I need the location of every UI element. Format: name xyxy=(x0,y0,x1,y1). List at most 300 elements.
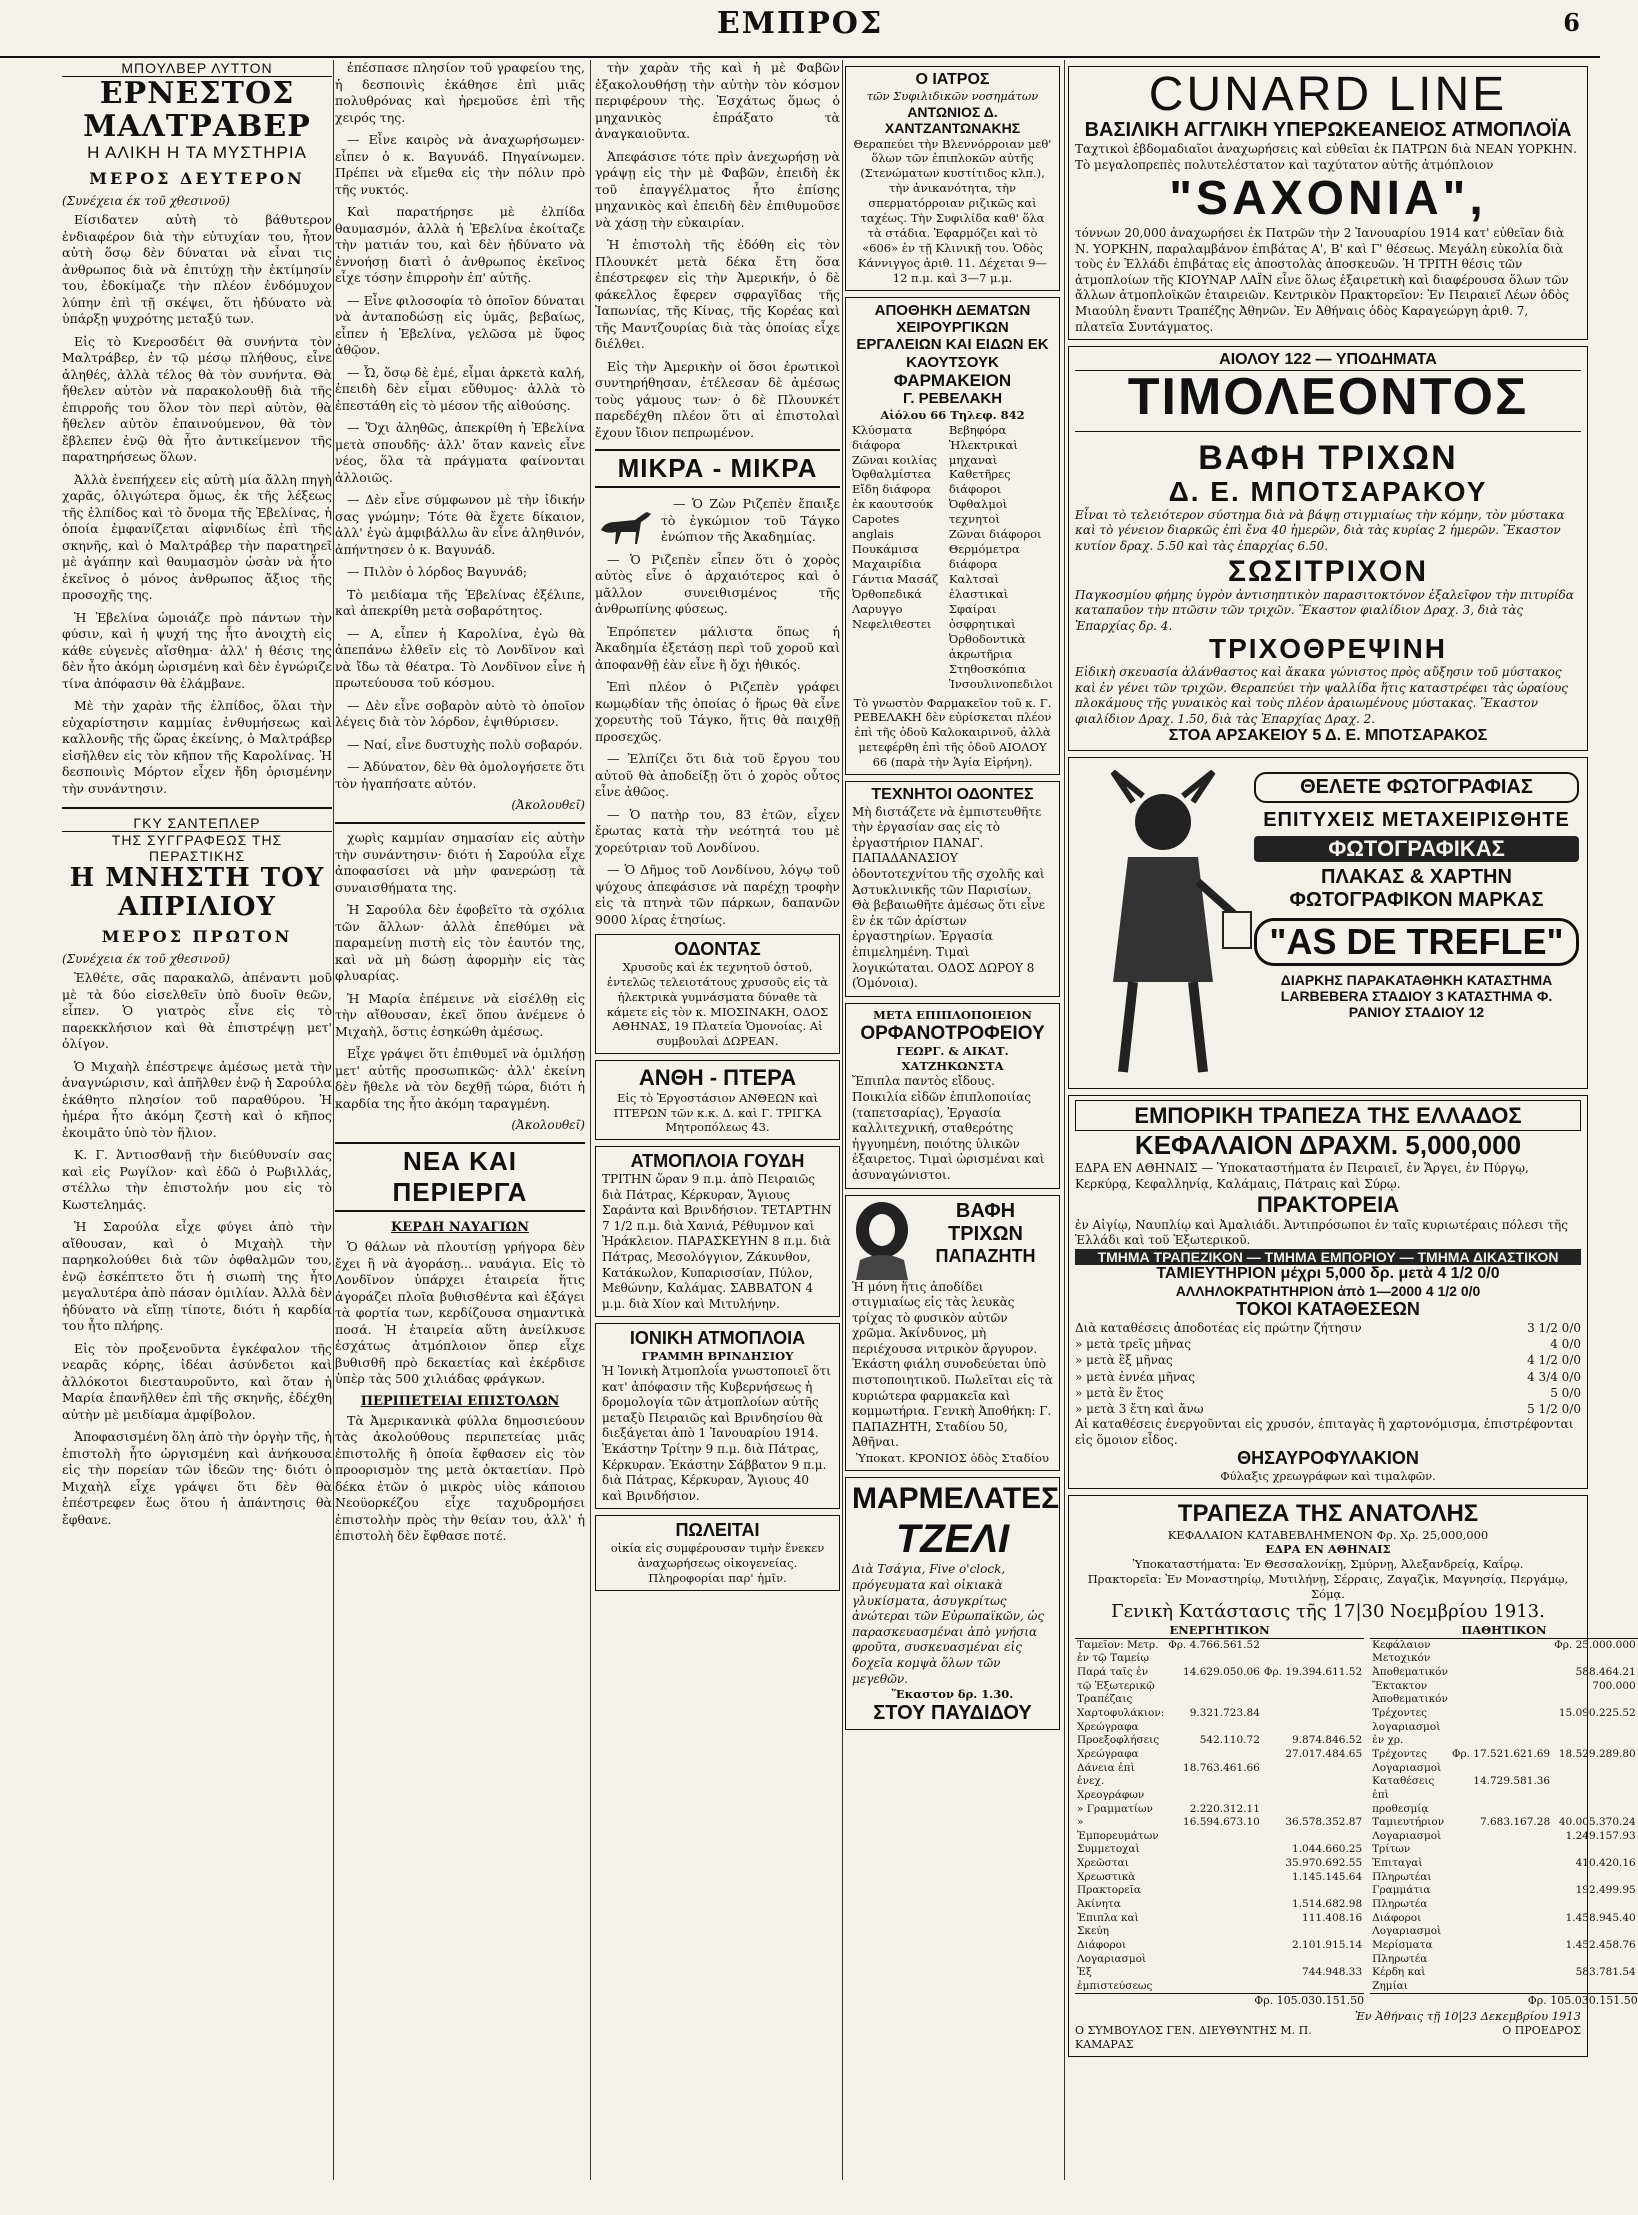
paragraph: — Εἶνε καιρὸς νὰ ἀναχωρήσωμεν· εἶπεν ὁ κ. Βαγυνάδ. Πηγαίνωμεν. Πρέπει νὰ εἴμεθα εἰς τὴν πόλιν πρὸ τῆς νυκτός. xyxy=(335,132,585,197)
rate-value: 4 0/0 xyxy=(1550,1337,1581,1352)
table-row xyxy=(1370,1816,1638,1830)
ad-text: Τὸ γνωστὸν Φαρμακεῖον τοῦ κ. Γ. ΡΕΒΕΛΑΚΗ δὲν εὑρίσκεται πλέον ἐπὶ τῆς ὁδοῦ Καλοκαιρινοῦ, ἀλλὰ μετεφέρθη ἐπὶ τῆς ὁδοῦ ΑΙΟΛΟΥ 66 (παρὰ τὴν Ἁγία Εἰρήνη). xyxy=(853,695,1052,770)
table-cell: 111.408.16 xyxy=(1302,1911,1363,1924)
table-row xyxy=(1075,1939,1364,1966)
table-cell: 2.101.915.14 xyxy=(1292,1938,1363,1951)
table-cell: 7.683.167.28 xyxy=(1479,1816,1551,1829)
column-rule xyxy=(333,60,334,2180)
table-cell: 18.529.289.80 xyxy=(1558,1747,1636,1760)
liabilities-total: Φρ. 105.030.151.50 xyxy=(1370,1993,1638,2008)
rate-label: » μετὰ 3 ἔτη καὶ ἄνω xyxy=(1075,1401,1204,1416)
table-cell: 35.970.692.55 xyxy=(1285,1857,1363,1870)
table-row xyxy=(1075,1843,1364,1857)
ad-odontas xyxy=(595,934,840,1054)
table-cell xyxy=(1166,1966,1262,1993)
table-cell: 16.594.673.10 xyxy=(1183,1816,1260,1829)
paragraph: — Α, εἶπεν ἡ Καρολίνα, ἐγὼ θὰ ἀπεπάνω ἐλθεῖν εἰς τὸ Λονδῖνον καὶ νὰ ἴδω τὰ θέατρα. Τὸ Λονδῖνον εἶνε ἡ πρωτεύουσα τοῦ κόσμου. xyxy=(335,625,585,690)
cunard-subtitle: ΒΑΣΙΛΙΚΗ ΑΓΓΛΙΚΗ ΥΠΕΡΩΚΕΑΝΕΙΟΣ ΑΤΜΟΠΛΟΪΑ xyxy=(1084,119,1572,141)
divider xyxy=(335,822,585,824)
bank-title: ΕΜΠΟΡΙΚΗ ΤΡΑΠΕΖΑ ΤΗΣ ΕΛΛΑΔΟΣ xyxy=(1075,1100,1581,1131)
table-cell: 1.249.157.93 xyxy=(1565,1829,1636,1842)
table-cell: 9.874.846.52 xyxy=(1292,1734,1363,1747)
table-cell: Λογαριασμοὶ Τρίτων xyxy=(1372,1829,1442,1856)
ad-line: ΕΠΙΤΥΧΕΙΣ ΜΕΤΑΧΕΙΡΙΣΘΗΤΕ xyxy=(1263,808,1570,831)
woman-portrait-illustration xyxy=(852,1200,912,1280)
ad-title: ΟΡΦΑΝΟΤΡΟΦΕΙΟΥ xyxy=(860,1022,1045,1044)
table-cell xyxy=(1166,1871,1262,1898)
table-cell: Ἐπιταγαὶ Πληρωτέαι xyxy=(1372,1857,1432,1883)
paragraph: Κ. Γ. Ἀντιοσθανῇ τὴν διεύθυνσίν σας καὶ εἰς Ρωγίλον· καὶ ἐδῶ ὁ Ρωβιλλάς, στέλλω τὴν ἐπιστολήν μου εἰς τὸ Κωστελημάς. xyxy=(62,1147,332,1212)
ad-name: ΠΑΠΑΖΗΤΗ xyxy=(935,1245,1036,1266)
continued-note: (Ἀκολουθεῖ) xyxy=(511,798,585,812)
paragraph: — Ἐλπίζει ὅτι διὰ τοῦ ἔργου του αὐτοῦ θὰ ἀποδείξῃ ὅτι ὁ χορὸς οὗτος εἶνε ἀθῶος. xyxy=(595,751,840,799)
ad-name: ΤΖΕΛΙ xyxy=(895,1517,1010,1562)
serial2-title: Η ΜΝΗΣΤΗ ΤΟΥ ΑΠΡΙΛΙΟΥ xyxy=(69,863,325,922)
rate-row xyxy=(1075,1369,1581,1385)
list-item: Θερμόμετρα διάφορα xyxy=(948,542,1020,572)
rate-label: » μετὰ ἐννέα μῆνας xyxy=(1075,1369,1195,1384)
rate-label: » μετὰ τρεῖς μῆνας xyxy=(1075,1337,1191,1352)
paragraph: Εἶχε γράψει ὅτι ἐπιθυμεῖ νὰ ὁμιλήσῃ μετ' αὐτῆς προσωπικῶς· ἀλλ' ἐκείνη δὲν ἤθελε νὰ τὸν δεχθῇ τώρα, διότι ἡ καρδία της ἦτο ἀκόμη ταραγμένη. xyxy=(335,1046,585,1111)
table-cell: Κέρδη καὶ Ζημίαι xyxy=(1372,1966,1426,1992)
ad-vafi-papazhth xyxy=(845,1195,1060,1471)
table-cell xyxy=(1450,1857,1552,1884)
paragraph: Τὰ Ἀμερικανικὰ φύλλα δημοσιεύουν τὰς ἀκολούθους περιπετείας μιᾶς ἐπιστολῆς ἣ ὁποία ἔφθασεν εἰς τὸν προορισμὸν της μετὰ ὀκταετίαν. Πρὸ δέκα ἐτῶν ὁ μικρὸς υἱὸς κάποιου Νεοϋορκέζου εἶχε ταχυδρομήσει ἐπιστολὴν πρὸς τὴν θείαν του, ἀλλ' ἡ ἐπιστολὴ δὲν ἔφθασε ποτέ. xyxy=(335,1412,585,1543)
table-cell xyxy=(1450,1912,1552,1939)
exchange: ΑΛΛΗΛΟΚΡΑΤΗΤΗΡΙΟΝ ἀπὸ 1—2000 4 1/2 0/0 xyxy=(1175,1283,1481,1300)
table-cell: Ἀποθεματικόν xyxy=(1372,1666,1448,1679)
rate-value: 3 1/2 0/0 xyxy=(1527,1320,1581,1335)
paragraph: Ἀποφασισμένη ὅλη ἀπὸ τὴν ὀργὴν τῆς, ἡ ἐπιστολὴ ἦτο ὠργισμένη καὶ ἀνήκουσα εἰς τὴν πορείαν τῶν ἰδεῶν της· διότι ὁ Μιχαὴλ εἶχε γράψει ὅτι δὲν θὰ ἐπέστρεφεν ἕως ὅτου ἡ ἀπάντησις θὰ ἔφθανε. xyxy=(62,1429,332,1527)
list-item: Ὀρθοπεδικά xyxy=(852,586,922,601)
cunard-title: CUNARD LINE xyxy=(1148,68,1508,121)
brand-name: Δ. Ε. ΜΠΟΤΣΑΡΑΚΟΥ xyxy=(1168,475,1488,507)
rate-label: » μετὰ ἓν ἔτος xyxy=(1075,1385,1164,1400)
ad-text: ΤΡΙΤΗΝ ὥραν 9 π.μ. ἀπὸ Πειραιῶς διὰ Πάτρας, Κέρκυραν, Ἅγιους Σαράντα καὶ Βρινδήσιον. ΤΕΤΑΡΤΗΝ 7 1/2 π.μ. διὰ Χανιά, Ρέθυμνον καὶ Ἡράκλειον. ΠΑΡΑΣΚΕΥΗΝ 8 π.μ. διὰ Πάτρας, Μεσολόγγιον, Ζάκυνθον, Κατάκωλον, Κυπαρισσίαν, Πύλον, Μεθώνην, Καλάμας. ΣΑΒΒΑΤΟΝ 4 μ.μ. διὰ Χίον καὶ Μιτυλήνην. xyxy=(602,1172,832,1311)
savings: ΤΑΜΙΕΥΤΗΡΙΟΝ μέχρι 5,000 δρ. μετὰ 4 1/2 0/0 xyxy=(1156,1264,1500,1282)
cunard-details: τόννων 20,000 ἀναχωρήσει ἐκ Πατρῶν τὴν 2 Ἰανουαρίου 1914 κατ' εὐθεῖαν διὰ Ν. ΥΟΡΚΗΝ, παραλαμβάνον ἐπιβάτας Α', Β' καὶ Γ' θέσεως. Μεγάλη εὐκολία διὰ τοὺς ἐν Ἑλλάδι ἐπιβάτας εἰς ἀποστολὰς ἀποσκευῶν. Ἡ ΤΡΙΤΗ θέσις τῶν ἀτμοπλοίων τῆς ΚΙΟΥΝΑΡ ΛΑΪΝ εἶνε ὅλως ἐξαιρετικὴ καὶ διαφέρουσα ὅλων τῶν ἄλλων ἀτμοπλοϊκῶν ἑταιρειῶν. Κεντρικὸν Πρακτορεῖον: Ἐν Πειραιεῖ Λέων ὁδὸς Μιαούλη ἔναντι Τραπέζης Ἀθηνῶν. Ἐν Ἀθήναις ὁδὸς Καραγεώργη ἀριθ. 7, πλατεῖα Συντάγματος. xyxy=(1075,225,1569,334)
table-cell xyxy=(1166,1748,1262,1762)
ad-anthi xyxy=(595,1060,840,1140)
table-cell xyxy=(1166,1857,1262,1871)
column-5 xyxy=(1068,60,1638,2180)
table-cell: 700.000 xyxy=(1592,1679,1636,1692)
table-row xyxy=(1075,1816,1364,1843)
column-rule xyxy=(842,60,843,2180)
table-row xyxy=(1370,1707,1638,1748)
table-cell: Φρ. 4.766.561.52 xyxy=(1168,1638,1260,1651)
table-cell: Παρά ταῖς ἐν τῷ Ἐξωτερικῷ Τραπέζαις xyxy=(1077,1666,1155,1706)
balance-title: Γενικὴ Κατάστασις τῆς 17|30 Νοεμβρίου 1913. xyxy=(1111,1601,1545,1623)
table-row xyxy=(1075,1748,1364,1762)
ad-footer: Ὑποκατ. ΚΡΟΝΙΟΣ ὁδὸς Σταδίου xyxy=(856,1451,1049,1466)
departments: ΤΜΗΜΑ ΤΡΑΠΕΖΙΚΟΝ — ΤΜΗΜΑ ΕΜΠΟΡΙΟΥ — ΤΜΗΜΑ ΔΙΚΑΣΤΙΚΟΝ xyxy=(1075,1249,1581,1265)
ad-name: ΓΕΩΡΓ. & ΑΙΚΑΤ. ΧΑΤΖΗΚΩΝΣΤΑ xyxy=(896,1044,1009,1074)
signature: Ο ΠΡΟΕΔΡΟΣ xyxy=(1502,2023,1581,2037)
ad-line: ΔΙΑΡΚΗΣ ΠΑΡΑΚΑΤΑΘΗΚΗ ΚΑΤΑΣΤΗΜΑ LARBEBERA ΣΤΑΔΙΟΥ 3 ΚΑΤΑΣΤΗΜΑ Φ. ΡΑΝΙΟΥ ΣΤΑΔΙΟΥ 12 xyxy=(1280,971,1553,1020)
table-cell: Ἐπιπλα καὶ Σκεύη xyxy=(1077,1911,1139,1938)
table-cell: Συμμετοχαὶ xyxy=(1077,1843,1140,1856)
vault-title: ΘΗΣΑΥΡΟΦΥΛΑΚΙΟΝ xyxy=(1237,1448,1419,1469)
ad-emporiki-trapeza xyxy=(1068,1095,1588,1489)
table-cell: Δάνεια ἐπὶ ἐνεχ. Χρεογράφων xyxy=(1077,1761,1145,1801)
serial2-byline: ΤΗΣ ΣΥΓΓΡΑΦΕΩΣ ΤΗΣ ΠΕΡΑΣΤΙΚΗΣ xyxy=(111,832,283,864)
liabilities-header: ΠΑΘΗΤΙΚΟΝ xyxy=(1370,1623,1638,1639)
ad-title: Ο ΙΑΤΡΟΣ xyxy=(915,71,990,88)
ad-apothiki xyxy=(845,297,1060,775)
ad-name: Γ. ΡΕΒΕΛΑΚΗ xyxy=(902,390,1003,408)
paragraph: Τὸ μειδίαμα τῆς Ἐβελίνας ἐξέλιπε, καὶ ἀπεκρίθη μετὰ σοβαρότητος. xyxy=(335,586,585,618)
paragraph: Είσιδατεν αὐτὴ τὸ βάθυτερον ἐνδιαφέρον διὰ τὴν εὐτυχίαν του, ἦτον αὐτὴ ὅσῳ δὲν δύναται νὰ εἶναι τις ἀνθρωπος διὰ νὰ ἐπιτύχῃ τὴν ἐκτίμησίν του, ἐδοκίμαζε τὴν πλέον ἐνδόμυχον λύπην ἐπὶ τῇ σκέψει, ὅτι ἠδύνατο νὰ ὑπάρξῃ ψυχρότης μεταξύ των. xyxy=(62,212,332,326)
sositrixon-title: ΣΩΣΙΤΡΙΧΟΝ xyxy=(1227,554,1429,588)
serial-author: ΜΠΟΥΛΒΕΡ ΛΥΤΤΟΝ xyxy=(62,60,332,77)
table-cell xyxy=(1166,1939,1262,1966)
agencies-title: ΠΡΑΚΤΟΡΕΙΑ xyxy=(1256,1192,1400,1218)
ad-subtitle: ΓΡΑΜΜΗ ΒΡΙΝΔΗΣΙΟΥ xyxy=(641,1349,794,1364)
ad-text: Εἰς τὸ Ἐργοστάσιον ΑΝΘΕΩΝ καὶ ΠΤΕΡΩΝ τῶν κ.κ. Δ. καὶ Γ. ΤΡΙΓΚΑ Μητροπόλεως 43. xyxy=(613,1090,822,1135)
assets-total: Φρ. 105.030.151.50 xyxy=(1075,1993,1364,2008)
list-item: Ζῶναι κοιλίας xyxy=(852,452,937,467)
ad-text: Παγκοσμίου φήμης ὑγρὸν ἀντισηπτικὸν παρασιτοκτόνον ἐξαλεῖφον τὴν πιτυρίδα καταπαῦον τὴν πτῶσιν τῶν τριχῶν. Ἕκαστον φιαλίδιον Δραχ. 3, διὰ τὰς Ἐπαρχίας δρ. 4. xyxy=(1075,587,1574,633)
table-row xyxy=(1370,1666,1638,1680)
rate-value: 5 1/2 0/0 xyxy=(1527,1401,1581,1416)
table-cell xyxy=(1450,1830,1552,1857)
ad-title: ΠΩΛΕΙΤΑΙ xyxy=(675,1520,760,1541)
rate-row xyxy=(1075,1385,1581,1401)
table-cell: Χρεῶσται xyxy=(1077,1857,1129,1870)
paragraph: Ὁ Μιχαὴλ ἐπέστρεψε ἀμέσως μετὰ τὴν ἀναγνώρισιν, καὶ ἀπῆλθεν ἐνῷ ἡ Σαρούλα ἐκάθητο πλησίον τοῦ παραθύρου. Ἡ ἡμέρα ἦτο ἀκόμη ζεστὴ καὶ ὁ κῆπος ἐκοιμᾶτο ὑπὸ τὸν ἥλιον. xyxy=(62,1058,332,1140)
table-cell: 1.458.945.40 xyxy=(1565,1911,1636,1924)
table-cell: Χρεώγραφα xyxy=(1077,1747,1139,1760)
table-row xyxy=(1370,1680,1638,1707)
table-cell: Μερίσματα Πληρωτέα xyxy=(1372,1938,1433,1965)
item-list-left xyxy=(852,423,943,692)
rate-row xyxy=(1075,1401,1581,1417)
table-row xyxy=(1075,1857,1364,1871)
serial-note: (Συνέχεια έκ τοῦ χθεσινοῦ) xyxy=(62,194,230,208)
table-row xyxy=(1370,1748,1638,1775)
ad-address: Αἰόλου 66 Τηλεφ. 842 xyxy=(880,407,1025,422)
divider xyxy=(1075,431,1581,432)
bank-branches: Ὑποκαταστήματα: Ἐν Θεσσαλονίκῃ, Σμύρνῃ, Ἀλεξανδρείᾳ, Καΐρῳ. xyxy=(1132,1557,1524,1572)
table-cell: Διάφοροι Λογαριασμοὶ xyxy=(1077,1938,1147,1965)
continued-note: (Ἀκολουθεῖ) xyxy=(511,1118,585,1132)
paragraph: ἐπέσπασε πλησίον τοῦ γραφείου της, ἡ δεσποινὶς ἐκάθησε ἐπὶ μιᾶς πολυθρόνας καὶ ἠρεμοῦσε ἐπὶ τῆς χειρός της. xyxy=(335,60,585,125)
ad-subtitle: ΦΑΡΜΑΚΕΙΟΝ xyxy=(893,370,1012,390)
list-item: Λαρυγγο xyxy=(852,601,903,616)
table-row xyxy=(1075,1639,1364,1666)
table-row xyxy=(1370,1939,1638,1966)
paragraph: — Δὲν εἶνε σοβαρὸν αὐτὸ τὸ ὁποῖον λέγεις διὰ τὸν λόρδον, ἐψιθύρισεν. xyxy=(335,697,585,729)
news-subhead: ΚΕΡΔΗ ΝΑΥΑΓΙΩΝ xyxy=(391,1220,529,1235)
ad-text: Διὰ Τσάγια, Five o'clock, πρόγευματα καὶ οἰκιακὰ γλυκίσματα, ἀσυγκρίτως ἀνώτεραι τῶν Εὐρωπαϊκῶν, ὡς παρασκευασμέναι ἀπὸ γνήσια φροῦτα, συσκευασμέναι εἰς δοχεῖα κομψὰ ὅλων τῶν μεγεθῶν. xyxy=(852,1562,1045,1686)
paragraph: Εἰς τὸ Κνεροσδέιτ θὰ συνήντα τὸν Μαλτράβερ, ἐν τῷ μέσῳ πλήθους, εἶνε ἀληθές, ἀλλὰ τέλος θὰ τὸν συνήντα. Θὰ ἤθελεν αὐτὸν νὰ παρακολουθῇ διὰ τῆς ἐπιρροῆς του ὅλον τὸν περὶ αὐτὸν, θὰ ἤθελεν αὐτὸν ἐπαινούμενον, θὰ τὸν ἔβλεπεν ἐνῷ θὰ ἦτο ἀντικείμενον τῆς παρατηρήσεως ὅλων. xyxy=(62,333,332,464)
table-row xyxy=(1075,1912,1364,1939)
table-cell: Χρεωστικὰ Πρακτορεῖα xyxy=(1077,1870,1141,1897)
table-cell: Ἀκίνητα xyxy=(1077,1897,1121,1910)
list-item: Ἰνσουλινοπεδιλοι xyxy=(948,676,1053,691)
greyhound-illustration xyxy=(595,500,655,548)
table-cell: 2.220.312.11 xyxy=(1189,1802,1260,1815)
list-item: Εἴδη διάφορα ἐκ καουτσούκ xyxy=(852,482,934,512)
ad-title: ΙΟΝΙΚΗ ΑΤΜΟΠΛΟΙΑ xyxy=(629,1328,806,1349)
ad-title: ΑΤΜΟΠΛΟΙΑ ΓΟΥΔΗ xyxy=(630,1151,805,1172)
table-row xyxy=(1075,1966,1364,1993)
ad-cunard xyxy=(1068,66,1588,340)
signature: Ο ΣΥΜΒΟΥΛΟΣ ΓΕΝ. ΔΙΕΥΘΥΝΤΗΣ Μ. Π. ΚΑΜΑΡΑΣ xyxy=(1075,2023,1312,2051)
table-cell xyxy=(1450,1939,1552,1966)
table-cell: 14.729.581.36 xyxy=(1473,1775,1551,1788)
paragraph: τὴν χαρὰν τῆς καὶ ἡ μὲ Φαβῶν ἐξακολουθήσῃ τὴν αὐτὴν τὸν κόσμον περιφέρουν τὴς. Ἐσχάτως ὅμως ὁ μηχανικὸς ἐπράξατο τὰ ἀναγκαιοῦντα. xyxy=(595,60,840,141)
table-cell: Κεφάλαιον Μετοχικόν xyxy=(1372,1638,1431,1665)
list-item: Καθετῆρες διάφοροι xyxy=(948,467,1011,497)
rates-note: Αἱ καταθέσεις ἐνεργοῦνται εἰς χρυσόν, ἐπιταγὰς ἢ χαρτονόμισμα, ἐπιστρέφονται εἰς ὅμοιον εἶδος. xyxy=(1075,1417,1574,1447)
table-cell: Ἔκτακτον Ἀποθεματικόν xyxy=(1372,1679,1448,1706)
ad-title: ΤΕΧΝΗΤΟΙ ΟΔΟΝΤΕΣ xyxy=(871,786,1034,804)
list-item: Βεβηφόρα xyxy=(948,422,1007,437)
ad-texnitoi xyxy=(845,781,1060,997)
ad-name: ΑΝΤΩΝΙΟΣ Δ. ΧΑΝΤΖΑΝΤΩΝΑΚΗΣ xyxy=(884,104,1021,137)
rate-value: 5 0/0 xyxy=(1550,1385,1581,1400)
rate-row xyxy=(1075,1320,1581,1336)
ad-title: ΒΑΦΗ ΤΡΙΧΩΝ xyxy=(948,1199,1023,1245)
table-cell: Χαρτοφυλάκιον: Χρεώγραφα xyxy=(1077,1707,1165,1733)
ad-iatros xyxy=(845,66,1060,291)
balance-sheet xyxy=(1075,1622,1638,2009)
divider xyxy=(62,807,332,809)
ad-line: ΘΕΛΕΤΕ ΦΩΤΟΓΡΑΦΙΑΣ xyxy=(1254,772,1579,803)
table-cell xyxy=(1450,1707,1552,1748)
serial-part: ΜΕΡΟΣ ΔΕΥΤΕΡΟΝ xyxy=(89,169,305,188)
table-row xyxy=(1075,1762,1364,1803)
table-cell xyxy=(1450,1666,1552,1680)
paragraph: Ἐπὶ πλέον ὁ Ριζεπὲν γράφει κωμῳδίαν τῆς ὁποίας ὁ ἥρως θὰ εἶνε χορευτὴς τοῦ Τάγκο, ἥτις θὰ παιχθῇ προσεχῶς. xyxy=(595,679,840,744)
rate-row xyxy=(1075,1336,1581,1352)
bank-seat: ΕΔΡΑ ΕΝ ΑΘΗΝΑΙΣ — Ὑποκαταστήματα ἐν Πειραιεῖ, ἐν Ἄργει, ἐν Πύργῳ, Κερκύρᾳ, Κεφαλληνίᾳ, Καλάμαις, Πάτραις καὶ Σύρῳ. xyxy=(1075,1161,1529,1191)
bank-seat: ΕΔΡΑ ΕΝ ΑΘΗΝΑΙΣ xyxy=(1265,1542,1391,1557)
ad-text: Εἰδικὴ σκευασία ἀλάνθαστος καὶ ἄκακα γώνιστος πρὸς αὔξησιν τοῦ μύστακος καὶ ἐν γένει τῶν τριχῶν. Θεραπεύει τὴν ψαλλίδα ἥτις καταστρέφει τὰς ὡραίους πλοκάμους τῆς γυναικὸς καὶ τοὺς πλέον ἀραιωμένους μύστακας. Ἕκαστον φιαλίδιον Δραχ. 1.50, διὰ τὰς Ἐπαρχίας Δραχ. 2. xyxy=(1075,665,1568,726)
paragraph: χωρὶς καμμίαν σημασίαν εἰς αὐτὴν τὴν συνάντησιν· διότι ἡ Σαρούλα εἶχε ἀποφασίσει νὰ μὴν φανερώσῃ τὰ συναισθήματα της. xyxy=(335,830,585,895)
table-cell: 542.110.72 xyxy=(1199,1734,1260,1747)
table-cell: 1.044.660.25 xyxy=(1292,1843,1363,1856)
table-row xyxy=(1075,1803,1364,1817)
table-cell xyxy=(1166,1912,1262,1939)
table-row xyxy=(1370,1966,1638,1993)
table-cell xyxy=(1166,1898,1262,1912)
list-item: Πουκάμισα xyxy=(852,542,919,557)
jester-illustration xyxy=(1073,762,1253,1082)
paragraph: Ἀπεφάσισε τότε πρὶν ἀνεχωρήσῃ νὰ γράψῃ εἰς τὴν μὲ Φαβῶν, ἐπειδὴ ἐκ τοῦ ἐπαγγέλματος ἦτο ἐπίσης μηχανικὸς καὶ ἐπειδὴ δὲν ἐπιθυμοῦσε νὰ χάσῃ τὴν εὐκαιρίαν. xyxy=(595,148,840,230)
paragraph: — Ναί, εἶνε δυστυχὴς πολὺ σοβαρόν. xyxy=(347,736,583,752)
table-cell: Ταμιευτήριον xyxy=(1372,1816,1445,1829)
rate-label: Διὰ καταθέσεις ἀποδοτέας εἰς πρώτην ζήτησιν xyxy=(1075,1320,1362,1335)
assets-header: ΕΝΕΡΓΗΤΙΚΟΝ xyxy=(1075,1623,1364,1639)
page-number: 6 xyxy=(1563,8,1580,37)
table-row xyxy=(1370,1830,1638,1857)
list-item: Στηθοσκόπια xyxy=(948,661,1026,676)
cunard-text: Ταχτικοὶ ἑβδομαδιαῖοι ἀναχωρήσεις καὶ εὐθεῖαι ἐκ ΠΑΤΡΩΝ διὰ ΝΕΑΝ ΥΟΡΚΗΝ. Τὸ μεγαλοπρεπὲς πολυτελέστατον καὶ ταχύτατον αὐτῆς ἀτμόπλοιον xyxy=(1075,142,1577,172)
bank-capital: ΚΕΦΑΛΑΙΟΝ ΔΡΑΧΜ. 5,000,000 xyxy=(1134,1130,1522,1161)
table-row xyxy=(1370,1884,1638,1911)
list-item: Κλύσματα διάφορα xyxy=(852,422,913,452)
ad-text: Ἡ μόνη ἥτις ἀποδίδει στιγμιαίως εἰς τὰς λευκὰς τρίχας τὸ φυσικὸν αὐτῶν χρῶμα. Ἀκίνδυνος, μὴ περιέχουσα νιτρικὸν ἄργυρον. Ἐκάστη φιάλη συνοδεύεται ὑπὸ πιστοποιητικοῦ. Πωλεῖται εἰς τὰ κυριώτερα φαρμακεῖα καὶ κομμωτήρια. Γενικὴ Ἀποθήκη: Γ. ΠΑΠΑΖΗΤΗ, Σταδίου 50, Ἀθῆναι. xyxy=(852,1279,1053,1450)
paragraph: Μὲ τὴν χαρὰν τῆς ἐλπίδος, ὅλαι τὴν εὐχαρίστησιν καμμίας ἐνθυμήσεως καὶ καλλονῆς τῆς ὥρας ἐκείνης, ὁ Μαλτράβερ εἰσῆλθεν εἰς τὸν κῆπον τῆς Καρολίνας. Ἡ δεσποινὶς Μόρτον εἶχεν ἤδη ὁρισμένην τὴν συνάντησιν. xyxy=(62,698,332,796)
list-item: Capotes anglais xyxy=(852,512,900,542)
ad-text: οἰκία εἰς συμφέρουσαν τιμὴν ἕνεκεν ἀναχωρήσεως οἰκογενείας. Πληροφορίαι παρ' ἡμῖν. xyxy=(610,1541,825,1585)
table-cell: 1.452.458.76 xyxy=(1565,1938,1636,1951)
news-subhead: ΠΕΡΙΠΕΤΕΙΑΙ ΕΠΙΣΤΟΛΩΝ xyxy=(360,1393,560,1409)
item-list xyxy=(852,423,1053,692)
list-item: Καλτσαὶ ἐλαστικαὶ xyxy=(948,572,1009,601)
paragraph: Ἀλλὰ ἐνεπήχεεν εἰς αὐτὴ μία ἄλλη πηγὴ χαρᾶς, ὀλιγώτερα ὅμως, ἐκ τῆς λέξεως τῆς ἐλπίδος καὶ τὸ ὄνομα τῆς Ἐβελίνας, ἡ ὁποία ἐμφανίζεται αἰφνιδίως ἐπὶ τῆς σκηνῆς, καὶ ὁ Μαλτράβερ τὴν παρατηρεῖ μὲ ἀγάπην καὶ θαυμασμὸν ὡσὰν νὰ ἦτο ἐκεῖνος ὁ μόνος ἀνθρωπος ἄξιος τῆς προσοχῆς της. xyxy=(62,471,332,602)
table-cell xyxy=(1262,1762,1364,1803)
table-cell: » Γραμματίων xyxy=(1077,1802,1153,1815)
ad-atmoploia-goudi xyxy=(595,1146,840,1317)
date-line: Ἐν Ἀθήναις τῇ 10|23 Δεκεμβρίου 1913 xyxy=(1354,2008,1581,2023)
bank-agencies: Πρακτορεῖα: Ἐν Μοναστηρίῳ, Μυτιλήνῃ, Σέρραις, Ζαγαζὶκ, Μαγνησίᾳ, Περγάμῳ, Σόμᾳ. xyxy=(1087,1572,1569,1602)
table-cell: Τρέχοντες λογαριασμοὶ ἐν χρ. xyxy=(1372,1707,1441,1747)
rate-value: 4 1/2 0/0 xyxy=(1527,1353,1581,1368)
vault-text: Φύλαξις χρεωγράφων καὶ τιμαλφῶν. xyxy=(1220,1468,1436,1483)
ad-subtitle: τῶν Συφιλιδικῶν νοσημάτων xyxy=(866,89,1039,104)
table-cell xyxy=(1450,1966,1552,1993)
agencies-text: ἐν Αἰγίῳ, Ναυπλίῳ καὶ Ἀμαλιάδι. Ἀντιπρόσωποι ἐν ταῖς κυριωτέραις πόλεσι τῆς Ἑλλάδι καὶ τοῦ Ἐξωτερικοῦ. xyxy=(1075,1217,1568,1248)
ad-text: Εἶναι τὸ τελειότερον σύστημα διὰ νὰ βάψῃ στιγμιαίως τὴν κόμην, τὸν μύστακα καὶ τὸ γένειον διαρκῶς ἐπὶ ἔνα 40 ἡμερῶν, διὰ τὰς κυρίας 2 ἡμερῶν. Ἕκαστον κυτίον δραχ. 5.50 καὶ τὰς ἐπαρχίας 6.50. xyxy=(1075,507,1565,553)
ad-marmelates xyxy=(845,1477,1060,1730)
table-cell xyxy=(1450,1884,1552,1911)
list-item: Ὀφθαλμοὶ τεχνητοὶ xyxy=(948,497,1008,527)
table-cell: Γραμμάτια Πληρωτέα xyxy=(1372,1884,1431,1910)
table-row xyxy=(1075,1898,1364,1912)
serial2-note: (Συνέχεια έκ τοῦ χθεσινοῦ) xyxy=(62,952,230,967)
table-row xyxy=(1370,1857,1638,1884)
ad-text: Ἡ Ἰονικὴ Ἀτμοπλοΐα γνωστοποιεῖ ὅτι κατ' ἀπόφασιν τῆς Κυβερνήσεως ἡ δρομολογία τῶν ἀτμοπλοίων αὐτῆς μεταξὺ Πειραιῶς καὶ Βρινδησίου θὰ διεξάγεται ἀπὸ 1 Ἰανουαρίου 1914. Ἐκάστην Τρίτην 9 π.μ. διὰ Πάτρας, Κέρκυραν. Ἐκάστην Σάββατον 9 π.μ. διὰ Πάτρας, Κέρκυραν, Ἅγιους 40 καὶ Βρινδήσιον. xyxy=(602,1364,831,1503)
ad-text: Χρυσοῦς καὶ ἐκ τεχνητοῦ ὀστοῦ, ἐντελῶς τελειοτάτους χρυσοῦς εἰς τὰ ἠλεκτρικὰ γυμνάσματα δύναθε τὰ κάμετε εἰς τὸν κ. ΜΙΟΣΙΝΑΚΗ, ΟΔΟΣ ΑΘΗΝΑΣ, 19 Πλατεία Ὁμονοίας. Αἱ συμβουλαὶ ΔΩΡΕΑΝ. xyxy=(606,959,829,1049)
paragraph: — Ὁ Ζὼν Ριζεπὲν ἔπαιξε τὸ ἐγκώμιον τοῦ Τάγκο ἐνώπιον τῆς Ἀκαδημίας. xyxy=(661,496,840,544)
paragraph: — Πιλὸν ὁ λόρδος Βαγυνάδ; xyxy=(347,564,528,579)
trefle-text xyxy=(1254,772,1579,1020)
liabilities xyxy=(1370,1623,1638,2009)
table-cell xyxy=(1262,1639,1364,1666)
table-cell: 27.017.484.65 xyxy=(1285,1747,1363,1760)
list-item: Ἠλεκτρικαὶ μηχαναὶ xyxy=(948,437,1018,467)
rates-list xyxy=(1075,1336,1581,1417)
column-4 xyxy=(845,60,1060,2180)
trixothreptini-title: ΤΡΙΧΟΘΡΕΨΙΝΗ xyxy=(1208,633,1448,665)
ad-poleitai xyxy=(595,1515,840,1591)
table-cell: Καταθέσεις ἐπὶ προθεσμίᾳ xyxy=(1372,1775,1435,1815)
rate-label: » μετὰ ἓξ μῆνας xyxy=(1075,1353,1173,1368)
ad-text: Μὴ διστάζετε νὰ ἐμπιστευθῆτε τὴν ἐργασίαν σας εἰς τὸ ἐργαστήριον ΠΑΝΑΓ. ΠΑΠΑΔΑΝΑΣΙΟΥ ὀδοντοτεχνίτου τῆς σχολῆς καὶ Ἀστυκλινικῆς τῶν Παρισίων. Θὰ βεβαιωθῆτε ἀμέσως ὅτι εἶνε ἓν ἐκ τῶν ἀρίστων ἐργαστηρίων. Ἐργασία ἐπιμελημένη. Τιμαὶ λογικώταται. ΟΔΟΣ ΔΩΡΟΥ 8 (Ὁμόνοια). xyxy=(852,804,1045,991)
table-cell: 15.090.225.52 xyxy=(1558,1707,1636,1720)
paragraph: Ἡ Μαρία ἐπέμεινε νὰ εἰσέλθῃ εἰς τὴν αἴθουσαν, ἐκεῖ ὅπου ἀνέμενε ὁ Μιχαὴλ, ὅστις ἐσηκώθη ἀμέσως. xyxy=(335,990,585,1039)
ad-text: Θεραπεύει τὴν Βλεννόρροιαν μεθ' ὅλων τῶν ἐπιπλοκῶν αὐτῆς (Στενώματων κυστίτιδος κλπ.), τὴν ἀνικανότητα, τὴν σπερματόρροιαν ριζικῶς καὶ ταχέως. Τὴν Συφιλίδα καθ' ὅλα τὰ στάδια. Ἐφαρμόζει καὶ τὸ «606» ἐν τῇ Κλινικῇ του. Ὁδὸς Κάννιγγος ἀριθ. 11. Δέχεται 9—12 π.μ. καὶ 3—7 μ.μ. xyxy=(853,136,1052,285)
paragraph: Ὁ θάλων νὰ πλουτίσῃ γρήγορα δὲν ἔχει ἢ νὰ ἀγοράσῃ... ναυάγια. Εἰς τὸ Λονδῖνον ὑπάρχει ἑταιρεία ἥτις ἀγοράζει πλοῖα βυθισθέντα καὶ ἐξάγει τὰ φορτία των, κερδίζουσα σημαντικὰ ποσά. Ἡ ἑταιρεία αὕτη ἀνείλκυσε ἐσχάτως ἀτμόπλοιον ὅπερ εἶχε βυθισθῆ πρὸ δεκαετίας καὶ ἐκέρδισε ὑπὲρ τὰς 500 χιλιάδας φράγκων. xyxy=(335,1239,585,1386)
paragraph: — Εἶνε φιλοσοφία τὸ ὁποῖον δύναται νὰ ἀνταποδώσῃ εἰς ὑμᾶς, βεβαίως, εἶπεν ἡ Ἐβελίνα, γελῶσα μὲ ὕφος ἀθῷον. xyxy=(335,292,585,357)
table-cell: 9.321.723.84 xyxy=(1189,1707,1260,1720)
list-item: Ὀφθαλμίστεα xyxy=(852,467,932,482)
bank-title: ΤΡΑΠΕΖΑ ΤΗΣ ΑΝΑΤΟΛΗΣ xyxy=(1177,1499,1479,1527)
ad-line: ΦΩΤΟΓΡΑΦΙΚΑΣ xyxy=(1254,836,1579,862)
table-cell: 1.514.682.98 xyxy=(1292,1897,1363,1910)
table-cell: Ἐξ ἐμπιστεύσεως xyxy=(1077,1966,1153,1992)
item-list-right xyxy=(949,423,1053,692)
paragraph: — Ἀδύνατον, δὲν θὰ ὁμολογήσετε ὅτι τὸν ἠγαπήσατε αὐτόν. xyxy=(335,759,585,791)
paragraph: — Ὁ Δῆμος τοῦ Λονδίνου, λόγῳ τοῦ ψύχους ἀπεφάσισε νὰ παρέχῃ τροφὴν εἰς τὰ πτηνὰ τῶν πάρκων, δαπανῶν 9000 λίρας ἐτησίως. xyxy=(595,862,840,927)
ad-line: ΠΛΑΚΑΣ & ΧΑΡΤΗΝ ΦΩΤΟΓΡΑΦΙΚΟΝ ΜΑΡΚΑΣ xyxy=(1289,865,1544,911)
table-row xyxy=(1370,1639,1638,1666)
list-item: Μαχαιρίδια xyxy=(852,557,922,572)
list-item: Νεφελιθεστει xyxy=(852,616,932,631)
table-cell xyxy=(1450,1639,1552,1666)
list-item: Σφαίραι ὀσφρητικαὶ xyxy=(948,601,1016,631)
paragraph: Εἰς τὴν Ἀμερικὴν οἱ ὅσοι ἐρωτικοὶ συντηρήθησαν, ἐτέλεσαν δὲ ἀμέσως τοὺς γάμους των· ὁ δὲ Πλουνκέτ παρεδέχθη πλέον ὅτι αἱ ἐπιστολαὶ ἔχουν ἴδιον πεπρωμένον. xyxy=(595,358,840,440)
table-cell: Τρέχοντες Λογαριασμοὶ xyxy=(1372,1747,1442,1774)
table-cell: Διάφοροι Λογαριασμοὶ xyxy=(1372,1911,1442,1938)
table-cell xyxy=(1166,1843,1262,1857)
ad-ioniki xyxy=(595,1323,840,1509)
table-row xyxy=(1075,1707,1364,1734)
section-title-mikra: ΜΙΚΡΑ - ΜΙΚΡΑ xyxy=(595,449,840,488)
table-cell: 583.781.54 xyxy=(1575,1966,1636,1979)
table-cell: Ταμεῖον: Μετρ. ἐν τῷ Ταμείῳ xyxy=(1077,1638,1159,1665)
hair-dye-title: ΒΑΦΗ ΤΡΙΧΩΝ xyxy=(1198,438,1458,477)
masthead xyxy=(0,0,1600,58)
column-rule xyxy=(1064,60,1065,2180)
ship-name: "SAXONIA", xyxy=(1169,172,1487,226)
table-cell: 410.420.16 xyxy=(1575,1857,1636,1870)
serial2-part: ΜΕΡΟΣ ΠΡΩΤΟΝ xyxy=(101,927,293,947)
list-item: Ὀρθοδοντικὰ ἀκρωτῆρια xyxy=(948,631,1026,661)
table-cell: 40.005.370.24 xyxy=(1558,1816,1636,1829)
table-cell xyxy=(1262,1707,1364,1734)
table-cell: Προεξοφλήσεις xyxy=(1077,1734,1160,1747)
table-cell: 744.948.33 xyxy=(1302,1966,1363,1979)
table-cell xyxy=(1450,1680,1552,1707)
shoes-kicker: ΑΙΟΛΟΥ 122 — ΥΠΟΔΗΜΑΤΑ xyxy=(1075,351,1581,370)
table-row xyxy=(1075,1734,1364,1748)
paragraph: — Ὅχι ἀληθῶς, ἀπεκρίθη ἡ Ἐβελίνα μετὰ σπουδῆς· ἀλλ' ὅταν κανεὶς εἶνε νέος, ὅλα τὰ πράγματα φαίνονται ἀλλοιῶς. xyxy=(335,420,585,485)
table-cell xyxy=(1262,1803,1364,1817)
paragraph: — Ὁ Ριζεπὲν εἶπεν ὅτι ὁ χορὸς αὐτὸς εἶνε ὁ ἀρχαιότερος καὶ ὁ μᾶλλον συνειθισμένος τῆς ἀνθρωπίνης φύσεως. xyxy=(595,551,840,616)
table-cell: Φρ. 25.000.000 xyxy=(1554,1638,1636,1651)
brand-name: "AS DE TREFLE" xyxy=(1254,918,1579,966)
bank-capital: ΚΕΦΑΛΑΙΟΝ ΚΑΤΑΒΕΒΛΗΜΕΝΟΝ Φρ. Χρ. 25,000,000 xyxy=(1167,1527,1489,1542)
column-3 xyxy=(595,60,840,2180)
assets-table xyxy=(1075,1639,1364,1994)
rate-value: 4 3/4 0/0 xyxy=(1527,1369,1581,1384)
paragraph: — Ὁ πατὴρ του, 83 ἐτῶν, εἶχεν ἔρωτας κατὰ τὴν νεότητά του μὲ χορεύτριαν τοῦ Λονδίνου. xyxy=(595,806,840,855)
ad-kicker: ΜΕΤΑ ΕΠΙΠΛΟΠΟΙΕΙΟΝ xyxy=(873,1007,1032,1022)
serial-title: ΕΡΝΕΣΤΟΣ ΜΑΛΤΡΑΒΕΡ xyxy=(83,76,311,144)
ad-title: ΑΠΟΘΗΚΗ ΔΕΜΑΤΩΝ ΧΕΙΡΟΥΡΓΙΚΩΝ ΕΡΓΑΛΕΙΩΝ ΚΑΙ ΕΙΔΩΝ ΕΚ ΚΑΟΥΤΣΟΥΚ xyxy=(856,301,1049,371)
table-row xyxy=(1075,1871,1364,1898)
paragraph: — Δὲν εἶνε σύμφωνον μὲ τὴν ἰδικήν σας γνώμην; Τότε θὰ ἔχετε δίκαιον, ἀλλ' ἐγὼ ἀμφιβάλλω ἂν εἶνε ἀληθινόν, ἀπήντησεν ὁ κ. Βαγυνάδ. xyxy=(335,492,585,557)
paragraph: Ἡ Σαρούλα εἶχε φύγει ἀπὸ τὴν αἴθουσαν, καὶ ὁ Μιχαὴλ τὴν παρηκολούθει διὰ τῶν ὀφθαλμῶν του, ἐνῷ ἐσκέπτετο ὅτι ἡ σιωπὴ της ἦτο μεγαλυτέρα ἀπὸ πάσαν ὁμιλίαν. Ἀλλὰ δὲν ἠδύνατο νὰ εἴπῃ τίποτε, διότι ἡ καρδία του ἦτο πλήρης. xyxy=(62,1219,332,1334)
ad-price: Ἕκαστον δρ. 1.30. xyxy=(891,1687,1014,1702)
timoleontos-title: ΤΙΜΟΛΕΟΝΤΟΣ xyxy=(1127,367,1529,426)
rate-row xyxy=(1075,1352,1581,1368)
paragraph: Εἰς τὸν προξενοῦντα ἐγκέφαλον τῆς νεαρᾶς κόρης, ἰδέαι ἀσύνδετοι καὶ ἀλλόκοτοι διεσταυροῦντο, καὶ ὅταν ἡ Μαρία ἐπανῆλθεν ἐπὶ τῆς σκηνῆς, ἐδέχθη αὐτὴν μὲ μειδίαμα ἀμφίβολον. xyxy=(62,1340,332,1422)
table-cell: 18.763.461.66 xyxy=(1183,1761,1260,1774)
paragraph: Ἐπρόπετεν μάλιστα ὅπως ἡ Ἀκαδημία ἐξετάσῃ περὶ τοῦ χοροῦ καὶ ἀποφανθῇ ἐὰν εἶνε ἢ ὄχι ἠθικός. xyxy=(595,623,840,672)
ad-orfanotrofeio xyxy=(845,1003,1060,1189)
ad-title: ΟΔΟΝΤΑΣ xyxy=(674,939,761,959)
paragraph: Καὶ παρατήρησε μὲ ἐλπίδα θαυμασμόν, ἀλλὰ ἡ Ἐβελίνα ἐκοίταζε τὴν ματιάν του, καὶ δὲν ἠδύνατο νὰ ἐννοήσῃ διατὶ ὁ ἀνθρωπος ἐκεῖνος εἶχε τόσην ἐπιρροὴν ἐπ' αὐτῆς. xyxy=(335,204,585,285)
paragraph: Ἐλθέτε, σᾶς παρακαλῶ, ἀπέναντι μοῦ μὲ τὰ δύο εἰσελθεῖν ὑπὸ δυοῖν θεῶν, εἶπεν. Ὁ γιατρὸς εἶνε εἰς τὸ παρεκκλήσιον καὶ θὰ ἐπιστρέψῃ μετ' ὀλίγον. xyxy=(62,970,332,1052)
paragraph: Ἡ Ἐβελίνα ὡμοιάζε πρὸ πάντων τὴν φύσιν, καὶ ἡ ψυχή της ἦτο ἀνοιχτὴ εἰς κάθε εὐγενὲς αἴσθημα· ἀλλ' ἡ θέσις της δὲν ἦτο ἀκόμη ὡρισμένη καὶ δὲν ἐγνώριζε τίνα ἀπόφασιν θὰ ἐλάμβανε. xyxy=(62,609,332,691)
table-cell: 192.499.95 xyxy=(1575,1884,1636,1897)
